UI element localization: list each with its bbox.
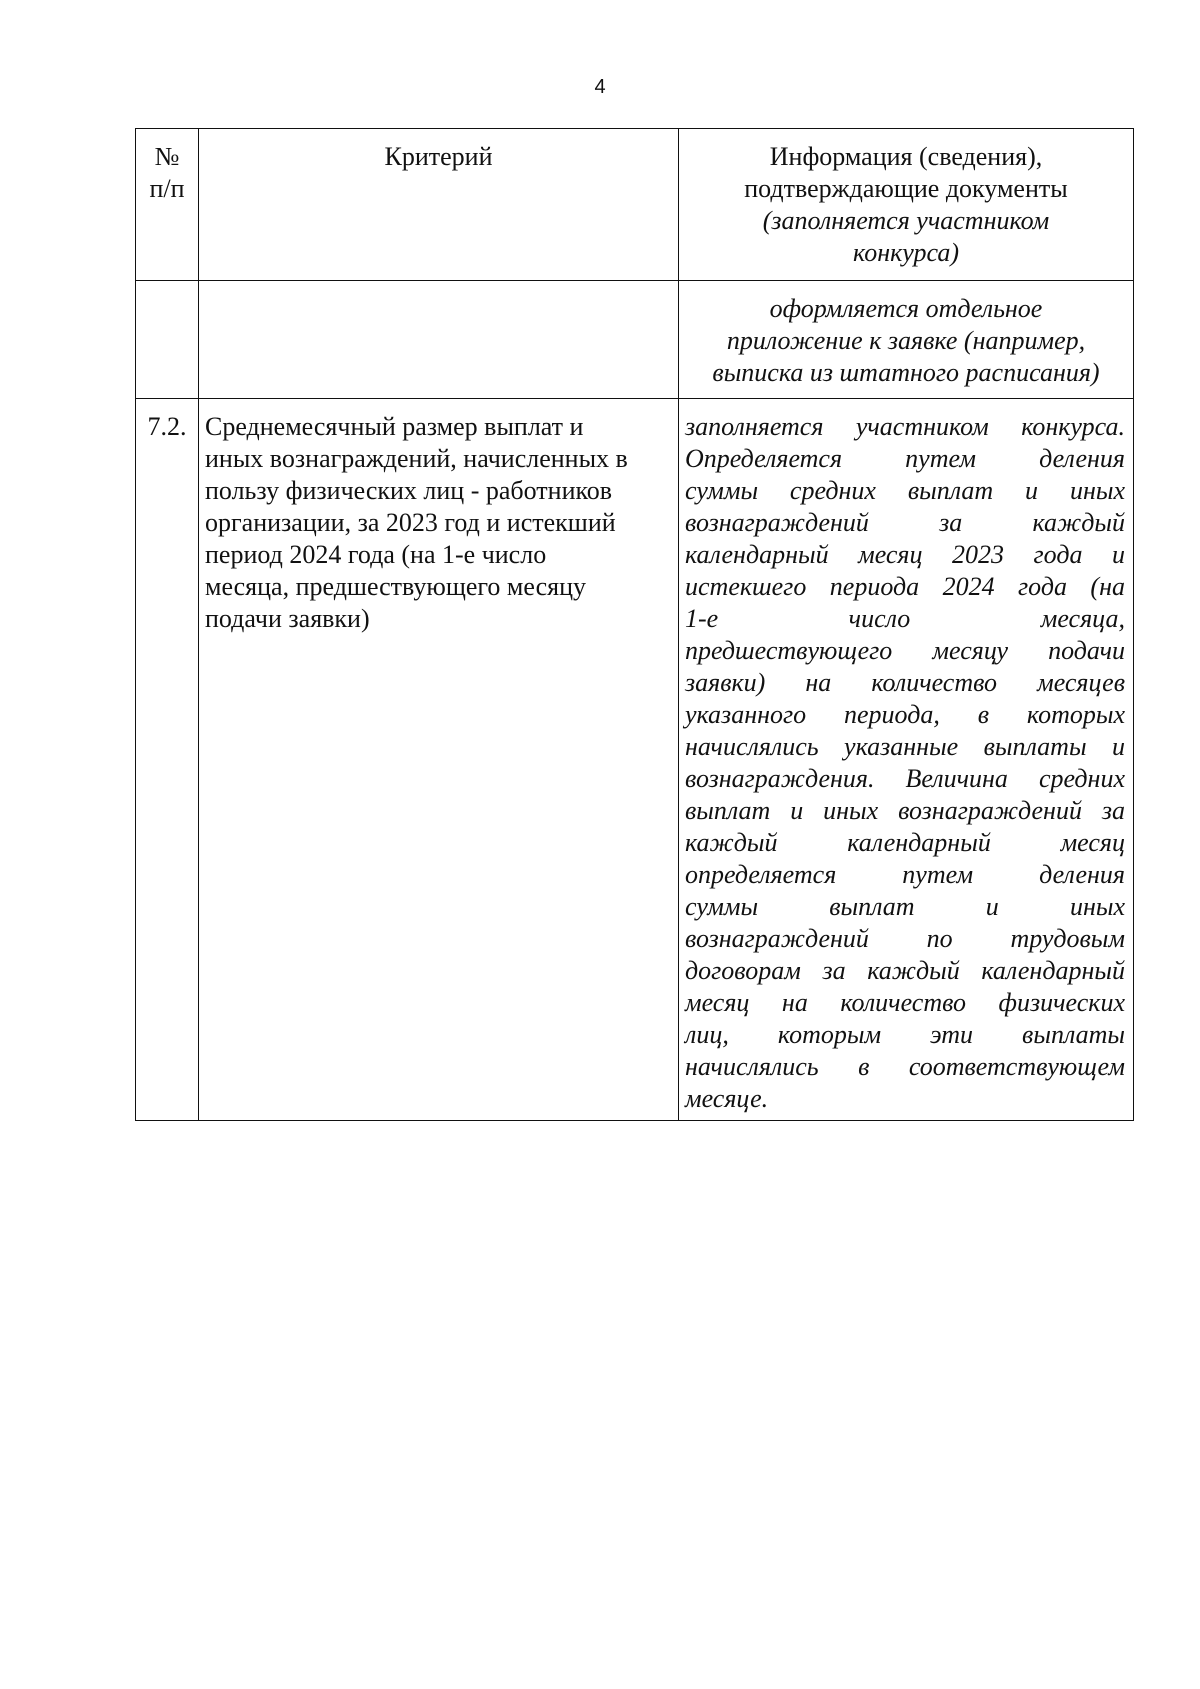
row-number: 7.2. — [136, 399, 199, 1121]
page-number: 4 — [594, 76, 606, 98]
info-line: календарный месяц 2023 года и — [685, 540, 1125, 569]
header-number-line: п/п — [149, 174, 185, 203]
continuation-info-line: выписка из штатного расписания) — [712, 358, 1100, 387]
info-line: каждый календарный месяц — [685, 828, 1125, 857]
info-line: начислялись в соответствующем — [685, 1052, 1125, 1081]
header-number — [136, 129, 199, 281]
continuation-info-cell — [679, 281, 1134, 399]
info-line: определяется путем деления — [685, 860, 1125, 889]
criterion-line: пользу физических лиц - работников — [205, 476, 613, 505]
row-criterion — [199, 399, 679, 1121]
continuation-info-line: приложение к заявке (например, — [726, 326, 1086, 355]
header-info — [679, 129, 1134, 281]
info-line: лиц, которым эти выплаты — [685, 1020, 1125, 1049]
continuation-criterion-cell — [199, 281, 679, 399]
info-line: договорам за каждый календарный — [685, 956, 1125, 985]
row-info — [679, 399, 1134, 1121]
criterion-line: Среднемесячный размер выплат и — [205, 412, 584, 441]
info-line: вознаграждений за каждый — [685, 508, 1125, 537]
info-line: начислялись указанные выплаты и — [685, 732, 1125, 761]
header-info-line: подтверждающие документы — [744, 174, 1068, 203]
info-line: заявки) на количество месяцев — [685, 668, 1125, 697]
criterion-line: иных вознаграждений, начисленных в — [205, 444, 628, 473]
info-line: суммы средних выплат и иных — [685, 476, 1125, 505]
header-info-note-line: (заполняется участником — [762, 206, 1050, 235]
header-info-note-line: конкурса) — [853, 238, 959, 267]
header-info-line: Информация (сведения), — [769, 142, 1043, 171]
criterion-line: период 2024 года (на 1-е число — [205, 540, 547, 569]
info-line: 1-е число месяца, — [685, 604, 1125, 633]
info-line: предшествующего месяцу подачи — [685, 636, 1125, 665]
info-line: суммы выплат и иных — [685, 892, 1125, 921]
info-line: указанного периода, в которых — [685, 700, 1125, 729]
header-criterion-label: Критерий — [384, 142, 493, 171]
info-line: выплат и иных вознаграждений за — [685, 796, 1125, 825]
criterion-line: подачи заявки) — [205, 604, 370, 633]
info-line: вознаграждения. Величина средних — [685, 764, 1125, 793]
criterion-line: месяца, предшествующего месяцу — [205, 572, 586, 601]
header-criterion — [199, 129, 679, 281]
info-line: истекшего периода 2024 года (на — [685, 572, 1125, 601]
table-row-continuation — [136, 281, 1134, 399]
table-row — [136, 399, 1134, 1121]
header-number-line: № — [154, 142, 180, 171]
continuation-number-cell — [136, 281, 199, 399]
info-line: вознаграждений по трудовым — [685, 924, 1125, 953]
continuation-info-line: оформляется отдельное — [769, 294, 1043, 323]
info-line: месяц на количество физических — [685, 988, 1125, 1017]
table-header-row — [136, 129, 1134, 281]
criteria-table — [135, 128, 1134, 1121]
info-line: месяце. — [685, 1084, 769, 1113]
criterion-line: организации, за 2023 год и истекший — [205, 508, 616, 537]
info-line: Определяется путем деления — [685, 444, 1125, 473]
info-line: заполняется участником конкурса. — [685, 412, 1125, 441]
